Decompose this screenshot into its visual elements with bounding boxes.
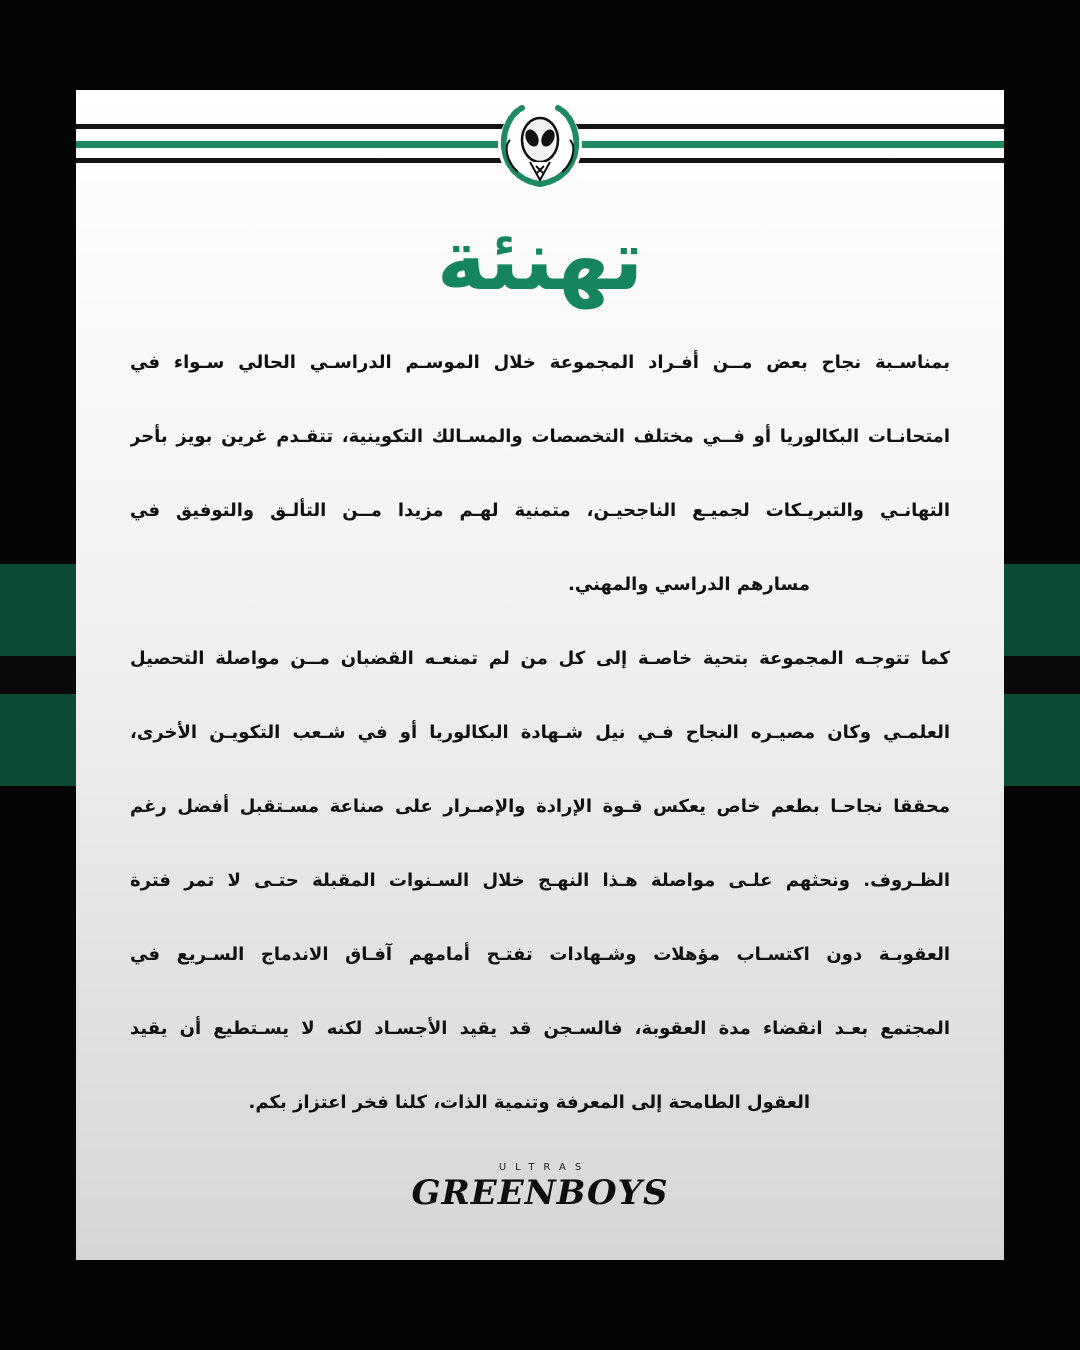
page-title: تهنئة [436,211,644,309]
signature-greenboys: GREENBOYS [411,1173,669,1213]
body-line: العقوبـة دون اكتسـاب مؤهلات وشـهادات تفتـح أمامهم آفـاق الاندماج السـريع في [130,944,950,965]
announcement-body [130,326,950,1140]
body-line: التهانـي والتبريـكات لجميـع الناجحيـن، متمنية لهـم مزيدا مــن التألـق والتوفيق في [130,500,950,521]
body-line: مسارهم الدراسي والمهني. [568,574,810,595]
signature-ultras: ULTRAS [498,1162,591,1173]
body-line: العقول الطامحة إلى المعرفة وتنمية الذات، كلنا فخر اعتزاز بكم. [248,1092,810,1113]
body-line: كما تتوجـه المجموعة بتحية خاصـة إلى كل من لم تمنعـه القضبان مــن مواصلة التحصيل [130,648,950,669]
body-line: العلمـي وكان مصيـره النجاح فـي نيل شـهادة البكالوريا أو في شـعب التكويـن الأخرى، [130,722,950,743]
signature-logo [76,1162,1004,1213]
body-line: الظـروف. ونحثهم علـى مواصلة هـذا النهـج خلال السـنوات المقبلة حتـى لا تمر فترة [130,870,950,891]
body-line: امتحانـات البكالوريا أو فــي مختلف التخصصات والمسـالك التكوينية، تتقـدم غرين بويز بأحر [130,426,950,447]
body-line: بمناسـبة نجاح بعض مــن أفـراد المجموعة خلال الموسـم الدراسـي الحالي سـواء في [130,352,950,373]
announcement-paper [76,90,1004,1260]
alien-skull-laurel-emblem-icon [496,100,584,192]
body-line: محققا نجاحـا بطعم خاص يعكس قـوة الإرادة والإصـرار على صناعة مسـتقبل أفضل رغم [130,796,950,817]
body-line: المجتمع بعـد انقضاء مدة العقوبة، فالسـجن قد يقيد الأجسـاد لكنه لا يسـتطيع أن يقيد [130,1018,950,1039]
